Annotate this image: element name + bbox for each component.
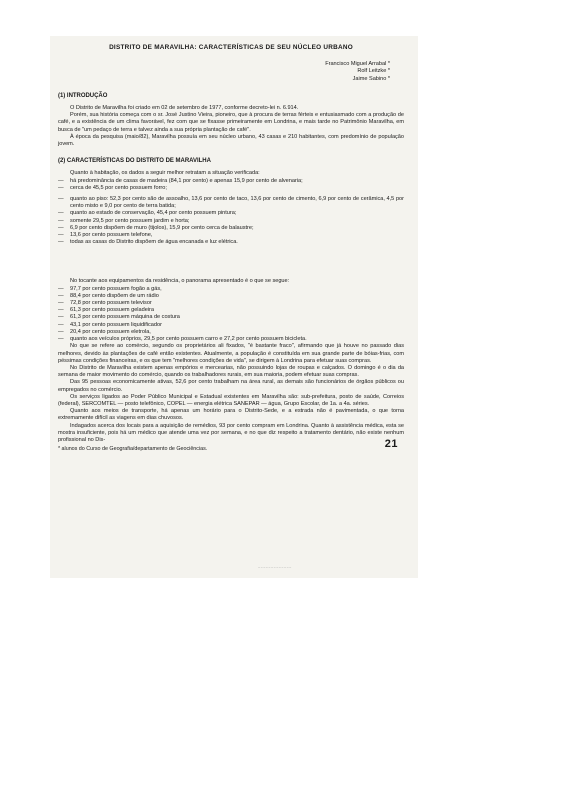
paragraph: Os serviços ligados ao Poder Público Municipal e Estadual existentes em Maravilha são: sub-prefeitura, posto de saúde, Correios (federal), SERCOMTEL — posto telefônico, COPEL — energia elétrica SANEPAR — água, Grupo Escolar, de 1a. a 4a. séries. xyxy=(58,393,404,407)
author-list xyxy=(58,61,390,83)
list-item: — 61,3 por cento possuem máquina de costura xyxy=(58,314,404,321)
list-item: — cerca de 45,5 por cento possuem forro; xyxy=(58,185,404,192)
footnote: * alunos do Curso de Geografia/departamento de Geociências. xyxy=(58,446,208,453)
paragraph: No Distrito de Maravilha existem apenas empórios e mercearias, não possuindo lojas de roupas e calçados. O domingo é o dia da semana de maior movimento do comércio, quando os trabalhadores rurais, em sua maioria, podem efetuar suas compras. xyxy=(58,364,404,379)
paragraph: Quanto à habitação, os dados a seguir melhor retratam a situação verificada: xyxy=(70,170,260,177)
article xyxy=(58,40,404,453)
housing-details-list xyxy=(58,196,404,246)
paragraph: O Distrito de Maravilha foi criado em 02 de setembro de 1977, conforme decreto-lei n. 6.914. xyxy=(70,105,299,112)
list-item: — 6,9 por cento dispõem de muro (tijolos), 15,9 por cento cerca de balaustre; xyxy=(58,225,404,232)
list-item: — quanto ao estado de conservação, 45,4 por cento possuem pintura; xyxy=(58,210,404,217)
list-item: — 88,4 por cento dispõem de um rádio xyxy=(58,293,404,300)
scan-smudge: ~~~~~~~~~~~~~ xyxy=(258,566,292,570)
list-item: — todas as casas do Distrito dispõem de água encanada e luz elétrica. xyxy=(58,239,404,246)
paragraph: No tocante aos equipamentos da residência, o panorama apresentado é o que se segue: xyxy=(70,278,290,285)
paragraph: Quanto aos meios de transporte, há apenas um horário para o Distrito-Sede, e a estrada não é pavimentada, o que torna extremamente difícil as viagens em dias chuvosos. xyxy=(58,408,404,422)
paragraph: No que se refere ao comércio, segundo os proprietários ali fixados, "é bastante fraco", afirmando que já houve no passado dias melhores, devido às plantações de café então existentes. Atualmente, a população é constituída em sua grande parte de bóias-frias, com péssimas condições financeiras, e os que tem "melhores condições de vida", se dirigem à Londrina para efetuar suas compras. xyxy=(58,343,404,364)
page-number: 21 xyxy=(384,438,398,451)
list-item: — 61,3 por cento possuem geladeira xyxy=(58,307,404,314)
list-item: — somente 29,5 por cento possuem jardim e horta; xyxy=(58,218,404,225)
list-item: — 13,6 por cento possuem telefone, xyxy=(58,232,404,239)
article-title: DISTRITO DE MARAVILHA: CARACTERÍSTICAS DE SEU NÚCLEO URBANO xyxy=(109,44,353,51)
section-heading-introducao: (1) INTRODUÇÃO xyxy=(58,92,108,99)
paragraph: Indagados acerca dos locais para a aquisição de remédios, 93 por cento compram em Londrina. Quanto à assistência médica, esta se mostra insuficiente, pois há um médico que atende uma vez por semana, e no que diz respeito a tratamento dentário, não existe nenhum profissional no Dis- xyxy=(58,422,404,443)
list-item: — quanto aos veículos próprios, 29,5 por cento possuem carro e 27,2 por cento possuem bicicleta. xyxy=(58,336,404,343)
list-item: — há predominância de casas de madeira (84,1 por cento) e apenas 15,9 por cento de alvenaria; xyxy=(58,178,404,185)
author-name: Francisco Miguel Arrabal * xyxy=(325,61,390,68)
list-item: — quanto ao piso: 52,3 por cento são de assoalho, 13,6 por cento de taco, 13,6 por cento de cimento, 6,9 por cento de cerâmica, 4,5 por cento misto e 9,0 por cento de terra batida; xyxy=(58,196,404,210)
author-name: Jaime Sabino * xyxy=(352,75,390,82)
list-item: — 97,7 por cento possuem fogão a gás, xyxy=(58,286,404,293)
paragraph: Das 95 pessoas economicamente ativas, 52,6 por cento trabalham na área rural, as demais são funcionários de órgãos públicos ou empregados no comércio. xyxy=(58,379,404,393)
list-item: — 20,4 por cento possuem eletrola, xyxy=(58,329,404,336)
author-name: Rolf Leitzke * xyxy=(357,68,390,75)
list-item: — 72,8 por cento possuem televisor xyxy=(58,300,404,307)
section-heading-caracteristicas: (2) CARACTERÍSTICAS DO DISTRITO DE MARAVILHA xyxy=(58,158,211,165)
housing-list xyxy=(58,178,404,192)
paragraph: Porém, sua história começa com o sr. José Justino Vieira, pioneiro, que à procura de terras férteis e entusiasmado com a produção de café, e a existência de um clima favorável, fez com que se fixasse primeiramente em Londrina, e mais tarde no Patrimônio Maravilha, em busca de "um pedaço de terra e talvez ainda a sua própria plantação de café". xyxy=(58,112,404,133)
list-item: — 43,1 por cento possuem liquidificador xyxy=(58,322,404,329)
page-footer xyxy=(58,438,404,453)
equipment-list xyxy=(58,286,404,344)
paragraph: À época da pesquisa (maio/82), Maravilha possuía em seu núcleo urbano, 43 casas e 210 habitantes, com predomínio de população jovem. xyxy=(58,133,404,148)
